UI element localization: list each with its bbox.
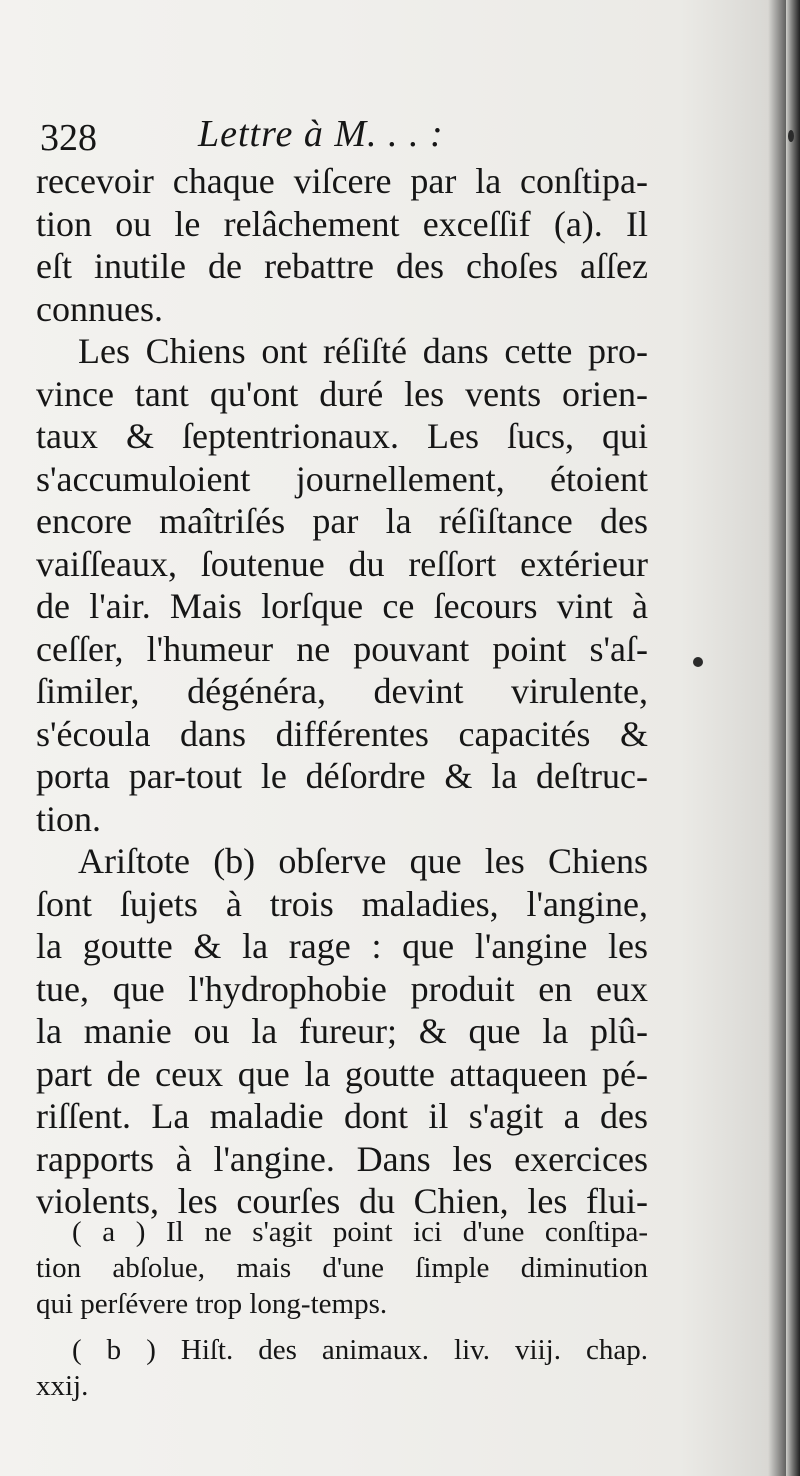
- text-line: tue, que l'hydrophobie produit en eux: [36, 968, 648, 1009]
- footnote-b: [36, 1332, 648, 1404]
- paragraph-2: [36, 330, 648, 840]
- text-line: s'écoula dans différentes capacités &: [36, 713, 648, 754]
- footnote-a: [36, 1214, 648, 1322]
- text-line: la goutte & la rage : que l'angine les: [36, 926, 648, 966]
- text-line: ſimiler, dégénéra, devint virulente,: [36, 671, 648, 711]
- text-line: porta par-tout le déſordre & la deſtruc-: [36, 756, 648, 796]
- text-line: tion ou le relâchement exceſſif (a). Il: [36, 203, 648, 244]
- running-title: Lettre à M. . . :: [198, 113, 444, 155]
- body-text: [36, 160, 648, 1223]
- page-header: [40, 112, 640, 162]
- footnotes: [36, 1214, 648, 1404]
- footnote-line: ( b ) Hiſt. des animaux. liv. viij. chap.: [72, 1334, 648, 1366]
- text-line: ſont ſujets à trois maladies, l'angine,: [36, 883, 648, 924]
- text-line: violents, les courſes du Chien, les flui-: [36, 1181, 648, 1221]
- text-line: riſſent. La maladie dont il s'agit a des: [36, 1096, 648, 1136]
- paragraph-3: [36, 840, 648, 1223]
- ink-speck: [693, 657, 703, 667]
- text-line: Les Chiens ont réſiſté dans cette pro-: [78, 331, 648, 371]
- ink-speck: [788, 130, 794, 142]
- footnote-line: tion abſolue, mais d'une ſimple diminution: [36, 1252, 648, 1284]
- text-line: connues.: [36, 288, 163, 329]
- footnote-line: qui perſévere trop long-temps.: [36, 1288, 388, 1320]
- text-line: s'accumuloient journellement, étoient: [36, 458, 648, 499]
- text-line: la manie ou la fureur; & que la plû-: [36, 1011, 648, 1051]
- page-number: 328: [40, 117, 97, 159]
- page-edge-shadow: [786, 0, 800, 1476]
- paragraph-1: [36, 160, 648, 330]
- text-line: ceſſer, l'humeur ne pouvant point s'aſ-: [36, 628, 648, 669]
- text-line: encore maîtriſés par la réſiſtance des: [36, 501, 648, 541]
- text-line: part de ceux que la goutte attaqueen pé-: [36, 1053, 648, 1094]
- footnote-spacer: [36, 1322, 648, 1332]
- text-line: eſt inutile de rebattre des choſes aſſez: [36, 246, 648, 286]
- text-line: recevoir chaque viſcere par la conſtipa-: [36, 161, 648, 201]
- footnote-line: ( a ) Il ne s'agit point ici d'une conſtipa-: [72, 1216, 648, 1248]
- text-line: Ariſtote (b) obſerve que les Chiens: [78, 841, 648, 881]
- text-line: de l'air. Mais lorſque ce ſecours vint à: [36, 586, 648, 626]
- text-line: vaiſſeaux, ſoutenue du reſſort extérieur: [36, 543, 648, 584]
- text-line: rapports à l'angine. Dans les exercices: [36, 1138, 648, 1179]
- text-line: vince tant qu'ont duré les vents orien-: [36, 373, 648, 414]
- text-line: tion.: [36, 798, 102, 839]
- text-line: taux & ſeptentrionaux. Les ſucs, qui: [36, 416, 648, 456]
- footnote-line: xxij.: [36, 1370, 89, 1402]
